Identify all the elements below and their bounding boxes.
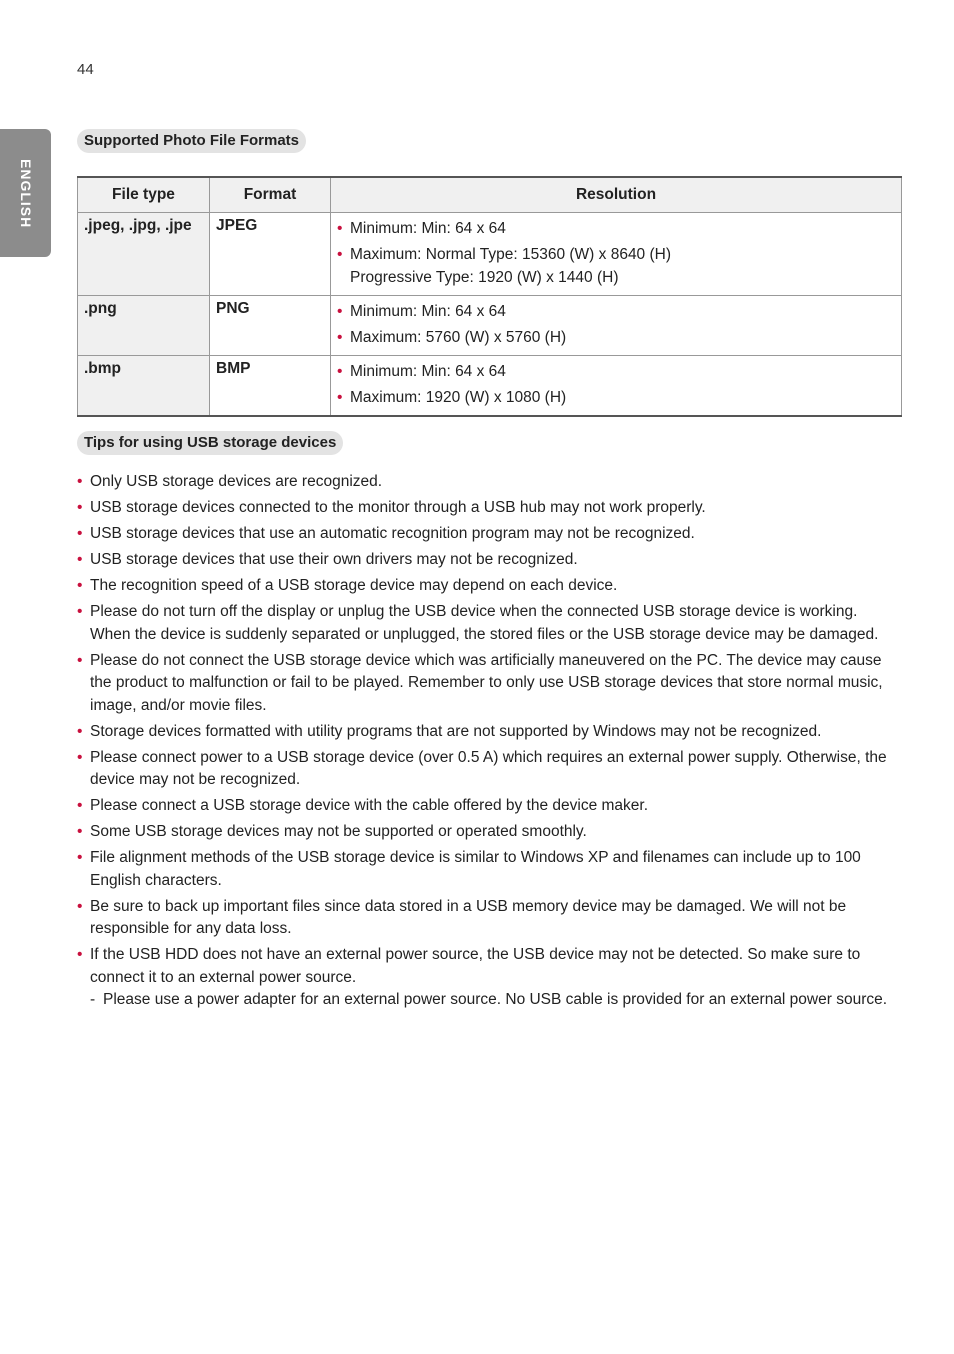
bullet-icon: • — [337, 303, 343, 320]
list-item — [77, 549, 897, 572]
list-item — [77, 497, 897, 520]
cell-resolution — [331, 356, 902, 417]
sub-note-text: Please use a power adapter for an external power source. No USB cable is provided for an external power source. — [103, 991, 888, 1008]
resolution-text: Maximum: 1920 (W) x 1080 (H) — [350, 389, 567, 406]
bullet-icon: • — [77, 722, 83, 740]
bullet-icon: • — [77, 525, 83, 542]
tip-text: USB storage devices that use an automatic recognition program may not be recognized. — [90, 525, 695, 542]
list-item — [77, 795, 897, 818]
cell-file-type: .bmp — [78, 356, 210, 417]
tip-text: Some USB storage devices may not be supported or operated smoothly. — [90, 823, 587, 840]
header-resolution: Resolution — [331, 177, 902, 213]
bullet-icon: • — [77, 849, 83, 866]
tip-text: Be sure to back up important files since data stored in a USB memory device may be damaged. We will not be responsible for any data loss. — [90, 897, 847, 937]
header-format: Format — [210, 177, 331, 213]
bullet-icon: • — [77, 577, 83, 594]
tip-text: Please connect power to a USB storage device (over 0.5 A) which requires an external power supply. Otherwise, the device may not be recognized. — [90, 748, 887, 788]
bullet-icon: • — [337, 363, 343, 380]
bullet-icon: • — [77, 797, 83, 814]
cell-resolution — [331, 213, 902, 296]
bullet-icon: • — [77, 473, 83, 490]
dash-marker: - — [90, 991, 96, 1008]
table-row — [78, 213, 902, 296]
tip-text: The recognition speed of a USB storage device may depend on each device. — [90, 577, 618, 594]
cell-file-type: .jpeg, .jpg, .jpe — [78, 213, 210, 296]
resolution-text: Maximum: Normal Type: 15360 (W) x 8640 (H) Progressive Type: 1920 (W) x 1440 (H) — [350, 246, 672, 286]
tip-text: Only USB storage devices are recognized. — [90, 473, 383, 490]
bullet-icon: • — [337, 389, 343, 406]
bullet-icon: • — [77, 946, 83, 963]
tip-text: Please do not turn off the display or unplug the USB device when the connected USB storage device is working. When the device is suddenly separated or unplugged, the stored files or the USB storage device may be damaged. — [90, 603, 879, 643]
bullet-icon: • — [337, 220, 343, 237]
resolution-item — [337, 217, 895, 240]
list-item — [77, 471, 897, 494]
tip-text: USB storage devices that use their own drivers may not be recognized. — [90, 551, 578, 568]
photo-formats-table — [77, 176, 902, 417]
tip-text: Storage devices formatted with utility programs that are not supported by Windows may not be recognized. — [90, 722, 822, 740]
cell-file-type: .png — [78, 296, 210, 356]
bullet-icon: • — [77, 603, 83, 620]
bullet-icon: • — [77, 897, 83, 915]
resolution-item — [337, 386, 895, 409]
table-row — [78, 356, 902, 417]
list-item — [77, 721, 897, 744]
resolution-item — [337, 326, 895, 349]
bullet-icon: • — [77, 823, 83, 840]
list-item — [77, 650, 897, 718]
resolution-item — [337, 360, 895, 383]
bullet-icon: • — [337, 246, 343, 263]
list-item — [77, 575, 897, 598]
list-item — [77, 896, 897, 941]
resolution-text: Minimum: Min: 64 x 64 — [350, 303, 506, 320]
table-row — [78, 296, 902, 356]
bullet-icon: • — [77, 651, 83, 669]
section-title-usb-tips: Tips for using USB storage devices — [77, 431, 343, 455]
sub-note — [90, 989, 897, 1012]
cell-resolution — [331, 296, 902, 356]
tip-text: Please connect a USB storage device with the cable offered by the device maker. — [90, 797, 649, 814]
list-item — [77, 847, 897, 892]
bullet-icon: • — [337, 329, 343, 346]
list-item — [77, 821, 897, 844]
page-number: 44 — [77, 61, 94, 78]
tip-text: Please do not connect the USB storage device which was artificially maneuvered on the PC. The device may cause the product to malfunction or fail to be played. Remember to only use USB storage devices that store normal music, image, and/or movie files. — [90, 651, 883, 714]
cell-format: BMP — [210, 356, 331, 417]
list-item — [77, 944, 897, 1012]
header-file-type: File type — [78, 177, 210, 213]
cell-format: JPEG — [210, 213, 331, 296]
list-item — [77, 601, 897, 646]
cell-format: PNG — [210, 296, 331, 356]
section-title-photo-formats: Supported Photo File Formats — [77, 129, 306, 153]
resolution-text: Minimum: Min: 64 x 64 — [350, 363, 506, 380]
bullet-icon: • — [77, 748, 83, 766]
tip-text: USB storage devices connected to the monitor through a USB hub may not work properly. — [90, 499, 706, 516]
resolution-text: Maximum: 5760 (W) x 5760 (H) — [350, 329, 567, 346]
table-header-row — [78, 177, 902, 213]
tip-text: If the USB HDD does not have an external power source, the USB device may not be detected. So make sure to connect it to an external power source. — [90, 946, 861, 986]
list-item — [77, 523, 897, 546]
resolution-text: Minimum: Min: 64 x 64 — [350, 220, 506, 237]
language-side-tab-label: ENGLISH — [18, 159, 34, 229]
bullet-icon: • — [77, 551, 83, 568]
resolution-item — [337, 243, 895, 289]
bullet-icon: • — [77, 499, 83, 516]
list-item — [77, 747, 897, 792]
usb-tips-list — [77, 471, 897, 1015]
tip-text: File alignment methods of the USB storage device is similar to Windows XP and filenames can include up to 100 English characters. — [90, 849, 861, 889]
resolution-item — [337, 300, 895, 323]
